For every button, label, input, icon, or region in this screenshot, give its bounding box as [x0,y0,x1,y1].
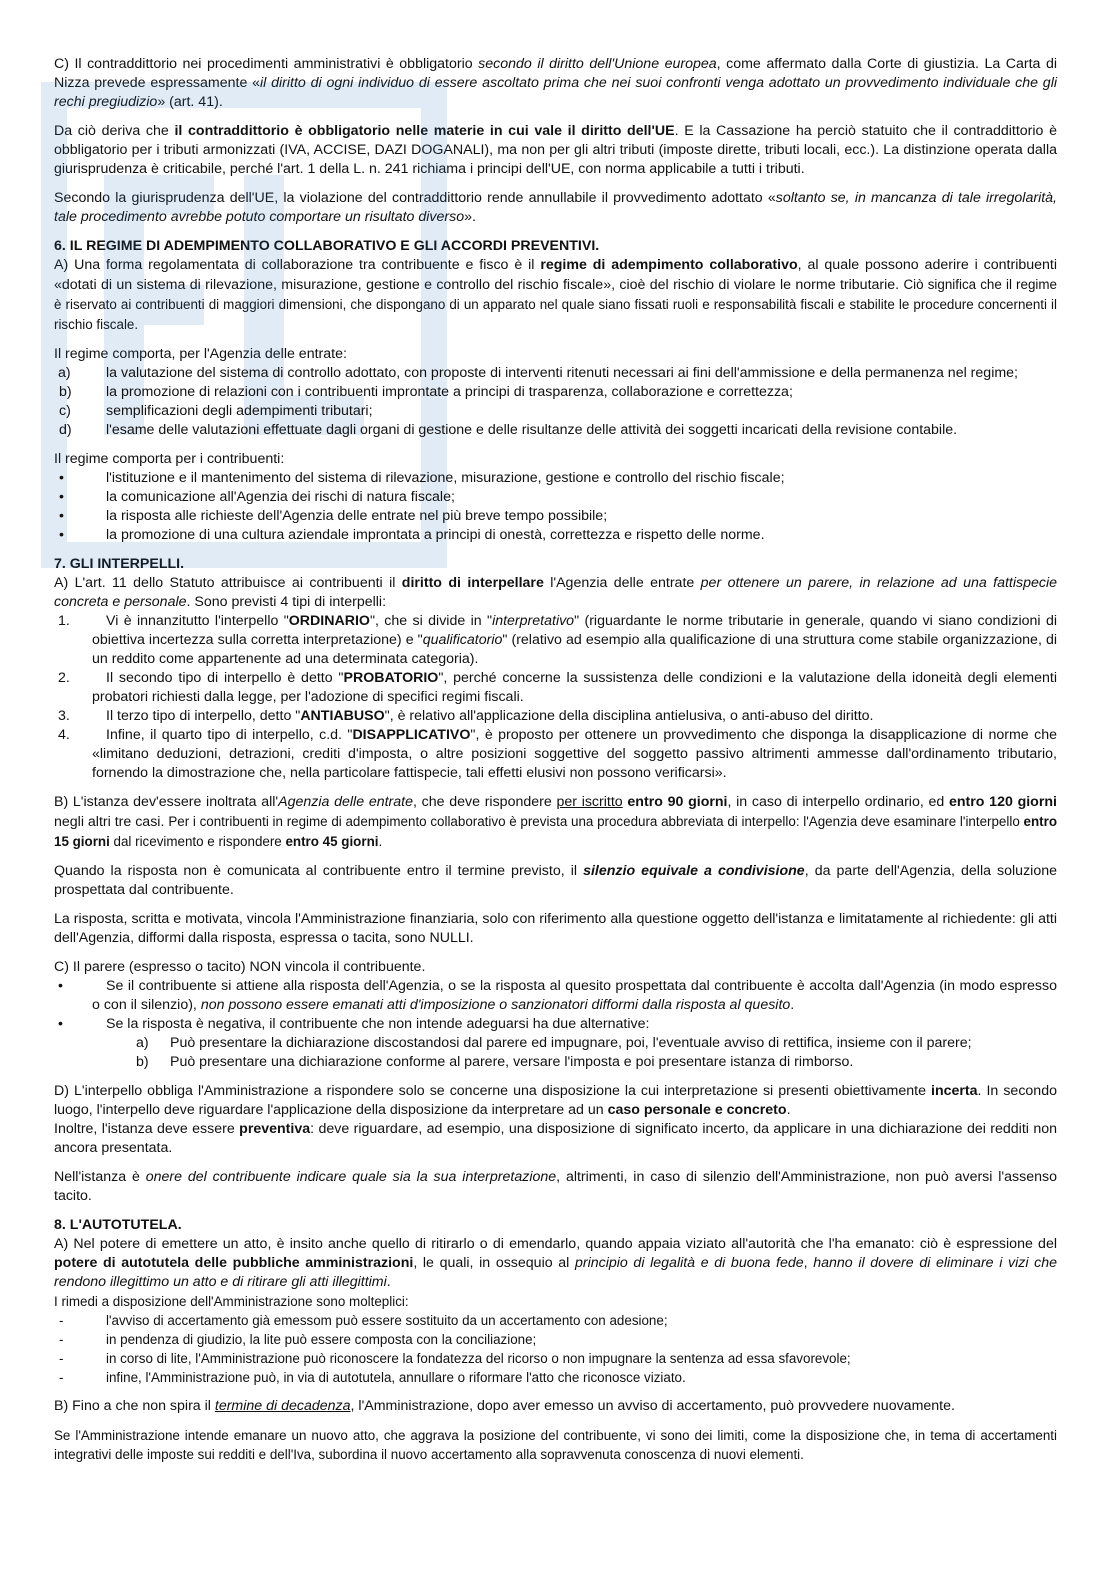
list-item: - infine, l'Amministrazione può, in via di autotutela, annullare o riformare l'atto che riconosce viziato. [59,1370,686,1385]
paragraph-7a: A) L'art. 11 dello Statuto attribuisce ai contribuenti il diritto di interpellare l'Agenzia delle entrate per ottenere un parere, in relazione ad una fattispecie concreta e personale. Sono previsti 4 tipi di interpelli: [54,575,1058,610]
list-item: c) semplificazioni degli adempimenti tributari; [59,403,373,419]
paragraph-preventiva: Inoltre, l'istanza deve essere preventiva: deve riguardare, ad esempio, una disposizione di significato incerto, da applicare in una dichiarazione dei redditi non ancora presentata. [54,1121,1057,1156]
bullet-icon: • [58,1016,63,1032]
bullet-icon: • [59,508,64,524]
agenzia-list-intro: Il regime comporta, per l'Agenzia delle entrate: [54,346,347,362]
section-6-heading: 6. IL REGIME DI ADEMPIMENTO COLLABORATIVO E GLI ACCORDI PREVENTIVI. [54,238,600,254]
list-item: • Se la risposta è negativa, il contribuente che non intende adeguarsi ha due alternative: a) Può presentare la dichiarazione discostandosi dal parere ed impugnare, poi, l'eventuale avviso di rettifica, insieme con il parere; b) Può presentare una dichiarazione conforme al parere, versare l'imposta e poi presentare istanza di rimborso. [54,1015,1057,1072]
list-item: a) la valutazione del sistema di controllo adottato, con proposte di interventi ritenuti necessari ai fini dell'ammissione e della permanenza nel regime; [58,365,1018,381]
parere-list [54,977,1057,1072]
bullet-icon: • [58,978,63,994]
list-item: 1. Vi è innanzitutto l'interpello "ORDINARIO", che si divide in "interpretativo" (riguardante le norme tributarie in generale, quando vi siano condizioni di obiettiva incertezza sulla corretta interpretazione) e "qualificatorio" (relativo ad esempio alla qualificazione di una struttura come stabile organizzazione, di un reddito come appartenente ad una determinata categoria). [58,613,1058,667]
paragraph-silenzio: Quando la risposta non è comunicata al contribuente entro il termine previsto, il silenzio equivale a condivisione, da parte dell'Agenzia, della soluzione prospettata dal contribuente. [54,863,1057,898]
list-item: • la promozione di una cultura aziendale improntata a principi di onestà, correttezza e rispetto delle norme. [59,527,765,543]
list-item: 4. Infine, il quarto tipo di interpello, c.d. "DISAPPLICATIVO", è proposto per ottenere un provvedimento che disponga la disapplicazione di norme che «limitano deduzioni, detrazioni, crediti d'imposta, o altre posizioni soggettive del soggetto passivo altrimenti ammesse dall'ordinamento tributario, fornendo la dimostrazione che, nella particolare fattispecie, tali effetti elusivi non possono verificarsi». [58,727,1057,781]
rimedi-intro: I rimedi a disposizione dell'Amministrazione sono molteplici: [54,1294,409,1309]
paragraph-7d: D) L'interpello obbliga l'Amministrazione a rispondere solo se concerne una disposizione la cui interpretazione si presenti obiettivamente incerta. In secondo luogo, l'interpello deve riguardare l'applicazione della disposizione da interpretare ad un caso personale e concreto. [54,1083,1057,1118]
contribuenti-list-intro: Il regime comporta per i contribuenti: [54,451,285,467]
list-item: b) la promozione di relazioni con i contribuenti improntate a principi di trasparenza, collaborazione e correttezza; [59,384,793,400]
list-item: • la comunicazione all'Agenzia dei rischi di natura fiscale; [59,489,455,505]
paragraph-onere: Nell'istanza è onere del contribuente indicare quale sia la sua interpretazione, altrimenti, in caso di silenzio dell'Amministrazione, non può aversi l'assenso tacito. [54,1169,1057,1204]
list-item: d) l'esame delle valutazioni effettuate dagli organi di gestione e delle risultanze delle attività dei soggetti incaricati della revisione contabile. [59,422,958,438]
list-item: • Se il contribuente si attiene alla risposta dell'Agenzia, o se la risposta al quesito prospettata dal contribuente è accolta dall'Agenzia (in modo espresso o con il silenzio), non possono essere emanati atti d'imposizione o sanzionatori difformi dalla risposta al quesito. [58,978,1057,1013]
section-7-heading: 7. GLI INTERPELLI. [54,556,185,572]
paragraph-7b: B) L'istanza dev'essere inoltrata all'Agenzia delle entrate, che deve rispondere per iscritto entro 90 giorni, in caso di interpello ordinario, ed entro 120 giorni negli altri tre casi. Per i contribuenti in regime di adempimento collaborativo è prevista una procedura abbreviata di interpello: l'Agenzia deve esaminare l'interpello entro 15 giorni dal ricevimento e rispondere entro 45 giorni. [54,794,1057,849]
list-item: • la risposta alle richieste dell'Agenzia delle entrate nel più breve tempo possibile; [59,508,608,524]
list-item: b) Può presentare una dichiarazione conforme al parere, versare l'imposta e poi presentare istanza di rimborso. [136,1054,854,1070]
paragraph-giurisprudenza-ue: Secondo la giurisprudenza dell'UE, la violazione del contraddittorio rende annullabile il provvedimento adottato «soltanto se, in mancanza di tale irregolarità, tale procedimento avrebbe potuto comportare un risultato diverso». [54,190,1057,225]
paragraph-materie-ue: Da ciò deriva che il contraddittorio è obbligatorio nelle materie in cui vale il diritto dell'UE. E la Cassazione ha perciò statuito che il contraddittorio è obbligatorio per i tributi armonizzati (IVA, ACCISE, DAZI DOGANALI), ma non per gli altri tributi (imposte dirette, tributi locali, ecc.). La distinzione operata dalla giurisprudenza è criticabile, perché l'art. 1 della L. n. 241 richiama i principi dell'UE, con norma applicabile a tutti i tributi. [54,123,1057,177]
paragraph-risposta-vincola: La risposta, scritta e motivata, vincola l'Amministrazione finanziaria, solo con riferimento alla questione oggetto dell'istanza e limitatamente al richiedente: gli atti dell'Agenzia, difformi dalla risposta, espressa o tacita, sono NULLI. [54,911,1057,946]
paragraph-c-contraddittorio: C) Il contraddittorio nei procedimenti amministrativi è obbligatorio secondo il diritto dell'Unione europea, come affermato dalla Corte di giustizia. La Carta di Nizza prevede espressamente «il diritto di ogni individuo di essere ascoltato prima che nei suoi confronti venga adottato un provvedimento individuale che gli rechi pregiudizio» (art. 41). [54,56,1058,110]
interpelli-list [54,612,1057,783]
paragraph-8a: A) Nel potere di emettere un atto, è insito anche quello di ritirarlo o di emendarlo, quando appaia viziato all'autorità che l'ha emanato: ciò è espressione del potere di autotutela delle pubbliche amministrazioni, le quali, in ossequio al principio di legalità e di buona fede, hanno il dovere di eliminare i vizi che rendono illegittimo un atto e di ritirare gli atti illegittimi. [54,1236,1058,1290]
bullet-icon: • [59,470,64,486]
list-item: • l'istituzione e il mantenimento del sistema di rilevazione, misurazione, gestione e controllo del rischio fiscale; [59,470,785,486]
paragraph-nuovo-atto: Se l'Amministrazione intende emanare un nuovo atto, che aggrava la posizione del contribuente, vi sono dei limiti, come la disposizione che, in tema di accertamenti integrativi delle imposte sui redditi e dell'Iva, subordina il nuovo accertamento alla sopravvenuta conoscenza di nuovi elementi. [54,1428,1057,1462]
list-item: - in corso di lite, l'Amministrazione può riconoscere la fondatezza del ricorso o non impugnare la sentenza ad essa sfavorevole; [59,1351,851,1366]
contribuenti-list [54,469,1057,545]
list-item: a) Può presentare la dichiarazione discostandosi dal parere ed impugnare, poi, l'eventuale avviso di rettifica, insieme con il parere; [136,1035,972,1051]
bullet-icon: • [59,527,64,543]
rimedi-list [54,1311,1057,1387]
list-item: 2. Il secondo tipo di interpello è detto "PROBATORIO", perché concerne la sussistenza delle condizioni e la valutazione della idoneità degli elementi probatori richiesti dalla legge, per l'adozione di specifici regimi fiscali. [58,670,1057,705]
list-item: - in pendenza di giudizio, la lite può essere composta con la conciliazione; [59,1332,537,1347]
paragraph-7c: C) Il parere (espresso o tacito) NON vincola il contribuente. [54,959,426,975]
document-page [54,55,1057,1474]
paragraph-6a: A) Una forma regolamentata di collaborazione tra contribuente e fisco è il regime di adempimento collaborativo, al quale possono aderire i contribuenti «dotati di un sistema di rilevazione, misurazione, gestione e controllo del rischio fiscale», cioè del rischio di violare le norme tributarie. Ciò significa che il regime è riservato ai contribuenti di maggiori dimensioni, che dispongano di un apparato nel quale siano fissati ruoli e responsabilità fiscali e stabilite le procedure concernenti il rischio fiscale. [54,257,1057,332]
list-item: 3. Il terzo tipo di interpello, detto "ANTIABUSO", è relativo all'applicazione della disciplina antielusiva, o anti-abuso del diritto. [58,708,874,724]
paragraph-8b: B) Fino a che non spira il termine di decadenza, l'Amministrazione, dopo aver emesso un avviso di accertamento, può provvedere nuovamente. [54,1398,955,1414]
list-item: - l'avviso di accertamento già emessom può essere sostituito da un accertamento con adesione; [59,1313,668,1328]
agenzia-list [54,364,1057,440]
section-8-heading: 8. L'AUTOTUTELA. [54,1217,182,1233]
bullet-icon: • [59,489,64,505]
alternative-sublist [92,1034,1057,1072]
